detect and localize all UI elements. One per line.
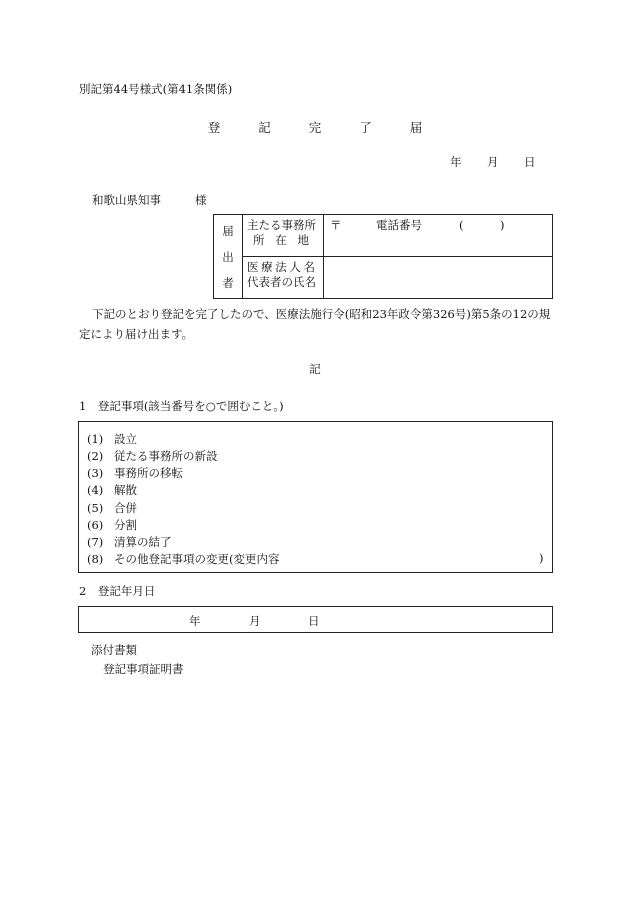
item-number: (7) bbox=[87, 535, 104, 549]
label-char: 療 bbox=[261, 260, 273, 274]
list-item[interactable] bbox=[87, 482, 137, 498]
item8-close-paren: ) bbox=[539, 551, 544, 565]
office-label-line1: 主たる事務所 bbox=[247, 218, 316, 232]
list-item[interactable] bbox=[87, 500, 137, 516]
addressee-name: 和歌山県知事 bbox=[92, 193, 161, 207]
label-char: 在 bbox=[275, 233, 287, 247]
tel-open-paren: ( bbox=[459, 218, 464, 232]
rep-label-line2: 代表者の氏名 bbox=[247, 275, 316, 289]
postal-mark: 〒 bbox=[330, 218, 342, 232]
side-char: 者 bbox=[222, 275, 234, 290]
label-char: 地 bbox=[297, 233, 309, 247]
ki-heading: 記 bbox=[309, 362, 321, 376]
title-char: 届 bbox=[409, 120, 423, 135]
attachments-heading: 添付書類 bbox=[91, 643, 137, 657]
item-number: (8) bbox=[87, 552, 104, 566]
label-char: 所 bbox=[253, 233, 265, 247]
list-item[interactable] bbox=[87, 431, 137, 447]
label-char: 医 bbox=[247, 260, 259, 274]
reg-day: 日 bbox=[308, 614, 320, 628]
item-label: 合併 bbox=[114, 501, 137, 515]
date-day: 日 bbox=[524, 155, 536, 169]
section1-heading: 1 登記事項(該当番号を○で囲むこと。) bbox=[79, 399, 284, 413]
office-label-line2 bbox=[247, 233, 315, 248]
section2-heading: 2 登記年月日 bbox=[79, 584, 156, 598]
title-char: 記 bbox=[258, 120, 271, 135]
applicant-table bbox=[213, 214, 553, 299]
item-label: 従たる事務所の新設 bbox=[114, 449, 218, 463]
item-number: (2) bbox=[87, 449, 104, 463]
submission-date bbox=[450, 154, 536, 170]
form-number: 別記第44号様式(第41条関係) bbox=[79, 82, 233, 96]
label-char: 人 bbox=[289, 260, 301, 274]
item-label: 事務所の移転 bbox=[114, 466, 183, 480]
item-number: (5) bbox=[87, 501, 104, 515]
list-item[interactable] bbox=[87, 534, 172, 550]
item-number: (3) bbox=[87, 466, 104, 480]
registration-date-box[interactable] bbox=[78, 606, 553, 633]
date-year: 年 bbox=[450, 155, 462, 169]
item-label: 解散 bbox=[114, 483, 137, 497]
date-month: 月 bbox=[487, 155, 499, 169]
title-char: 登 bbox=[207, 120, 221, 135]
list-item[interactable] bbox=[87, 465, 183, 481]
document-title bbox=[0, 118, 630, 136]
item-number: (4) bbox=[87, 483, 104, 497]
reg-month: 月 bbox=[249, 614, 261, 628]
item-label: 分割 bbox=[114, 518, 137, 532]
registration-items-box bbox=[78, 421, 553, 573]
office-address-label bbox=[243, 215, 324, 257]
list-item[interactable] bbox=[87, 551, 544, 567]
tel-close-paren: ) bbox=[500, 218, 505, 232]
list-item[interactable] bbox=[87, 448, 218, 464]
side-char: 出 bbox=[222, 249, 234, 264]
label-char: 名 bbox=[303, 260, 315, 274]
side-char: 届 bbox=[222, 223, 234, 238]
rep-label-line1 bbox=[247, 260, 315, 275]
item-label: 設立 bbox=[114, 432, 137, 446]
item-number: (1) bbox=[87, 432, 104, 446]
office-address-field[interactable] bbox=[324, 215, 553, 257]
label-char: 法 bbox=[275, 260, 287, 274]
item-label: その他登記事項の変更(変更内容 bbox=[114, 552, 280, 566]
applicant-side-label bbox=[214, 215, 243, 299]
title-char: 完 bbox=[308, 120, 322, 135]
item-number: (6) bbox=[87, 518, 104, 532]
body-text: 下記のとおり登記を完了したので、医療法施行令(昭和23年政令第326号)第5条の12の規定により届け出ます。 bbox=[79, 307, 551, 341]
tel-label: 電話番号 bbox=[376, 218, 422, 232]
addressee-honorific: 様 bbox=[195, 193, 207, 207]
representative-field[interactable] bbox=[324, 257, 553, 299]
title-char: 了 bbox=[359, 120, 372, 135]
representative-label bbox=[243, 257, 324, 299]
addressee bbox=[92, 192, 207, 208]
item-label: 清算の結了 bbox=[114, 535, 172, 549]
attachment-item: 登記事項証明書 bbox=[103, 662, 184, 676]
reg-year: 年 bbox=[189, 614, 201, 628]
list-item[interactable] bbox=[87, 517, 137, 533]
